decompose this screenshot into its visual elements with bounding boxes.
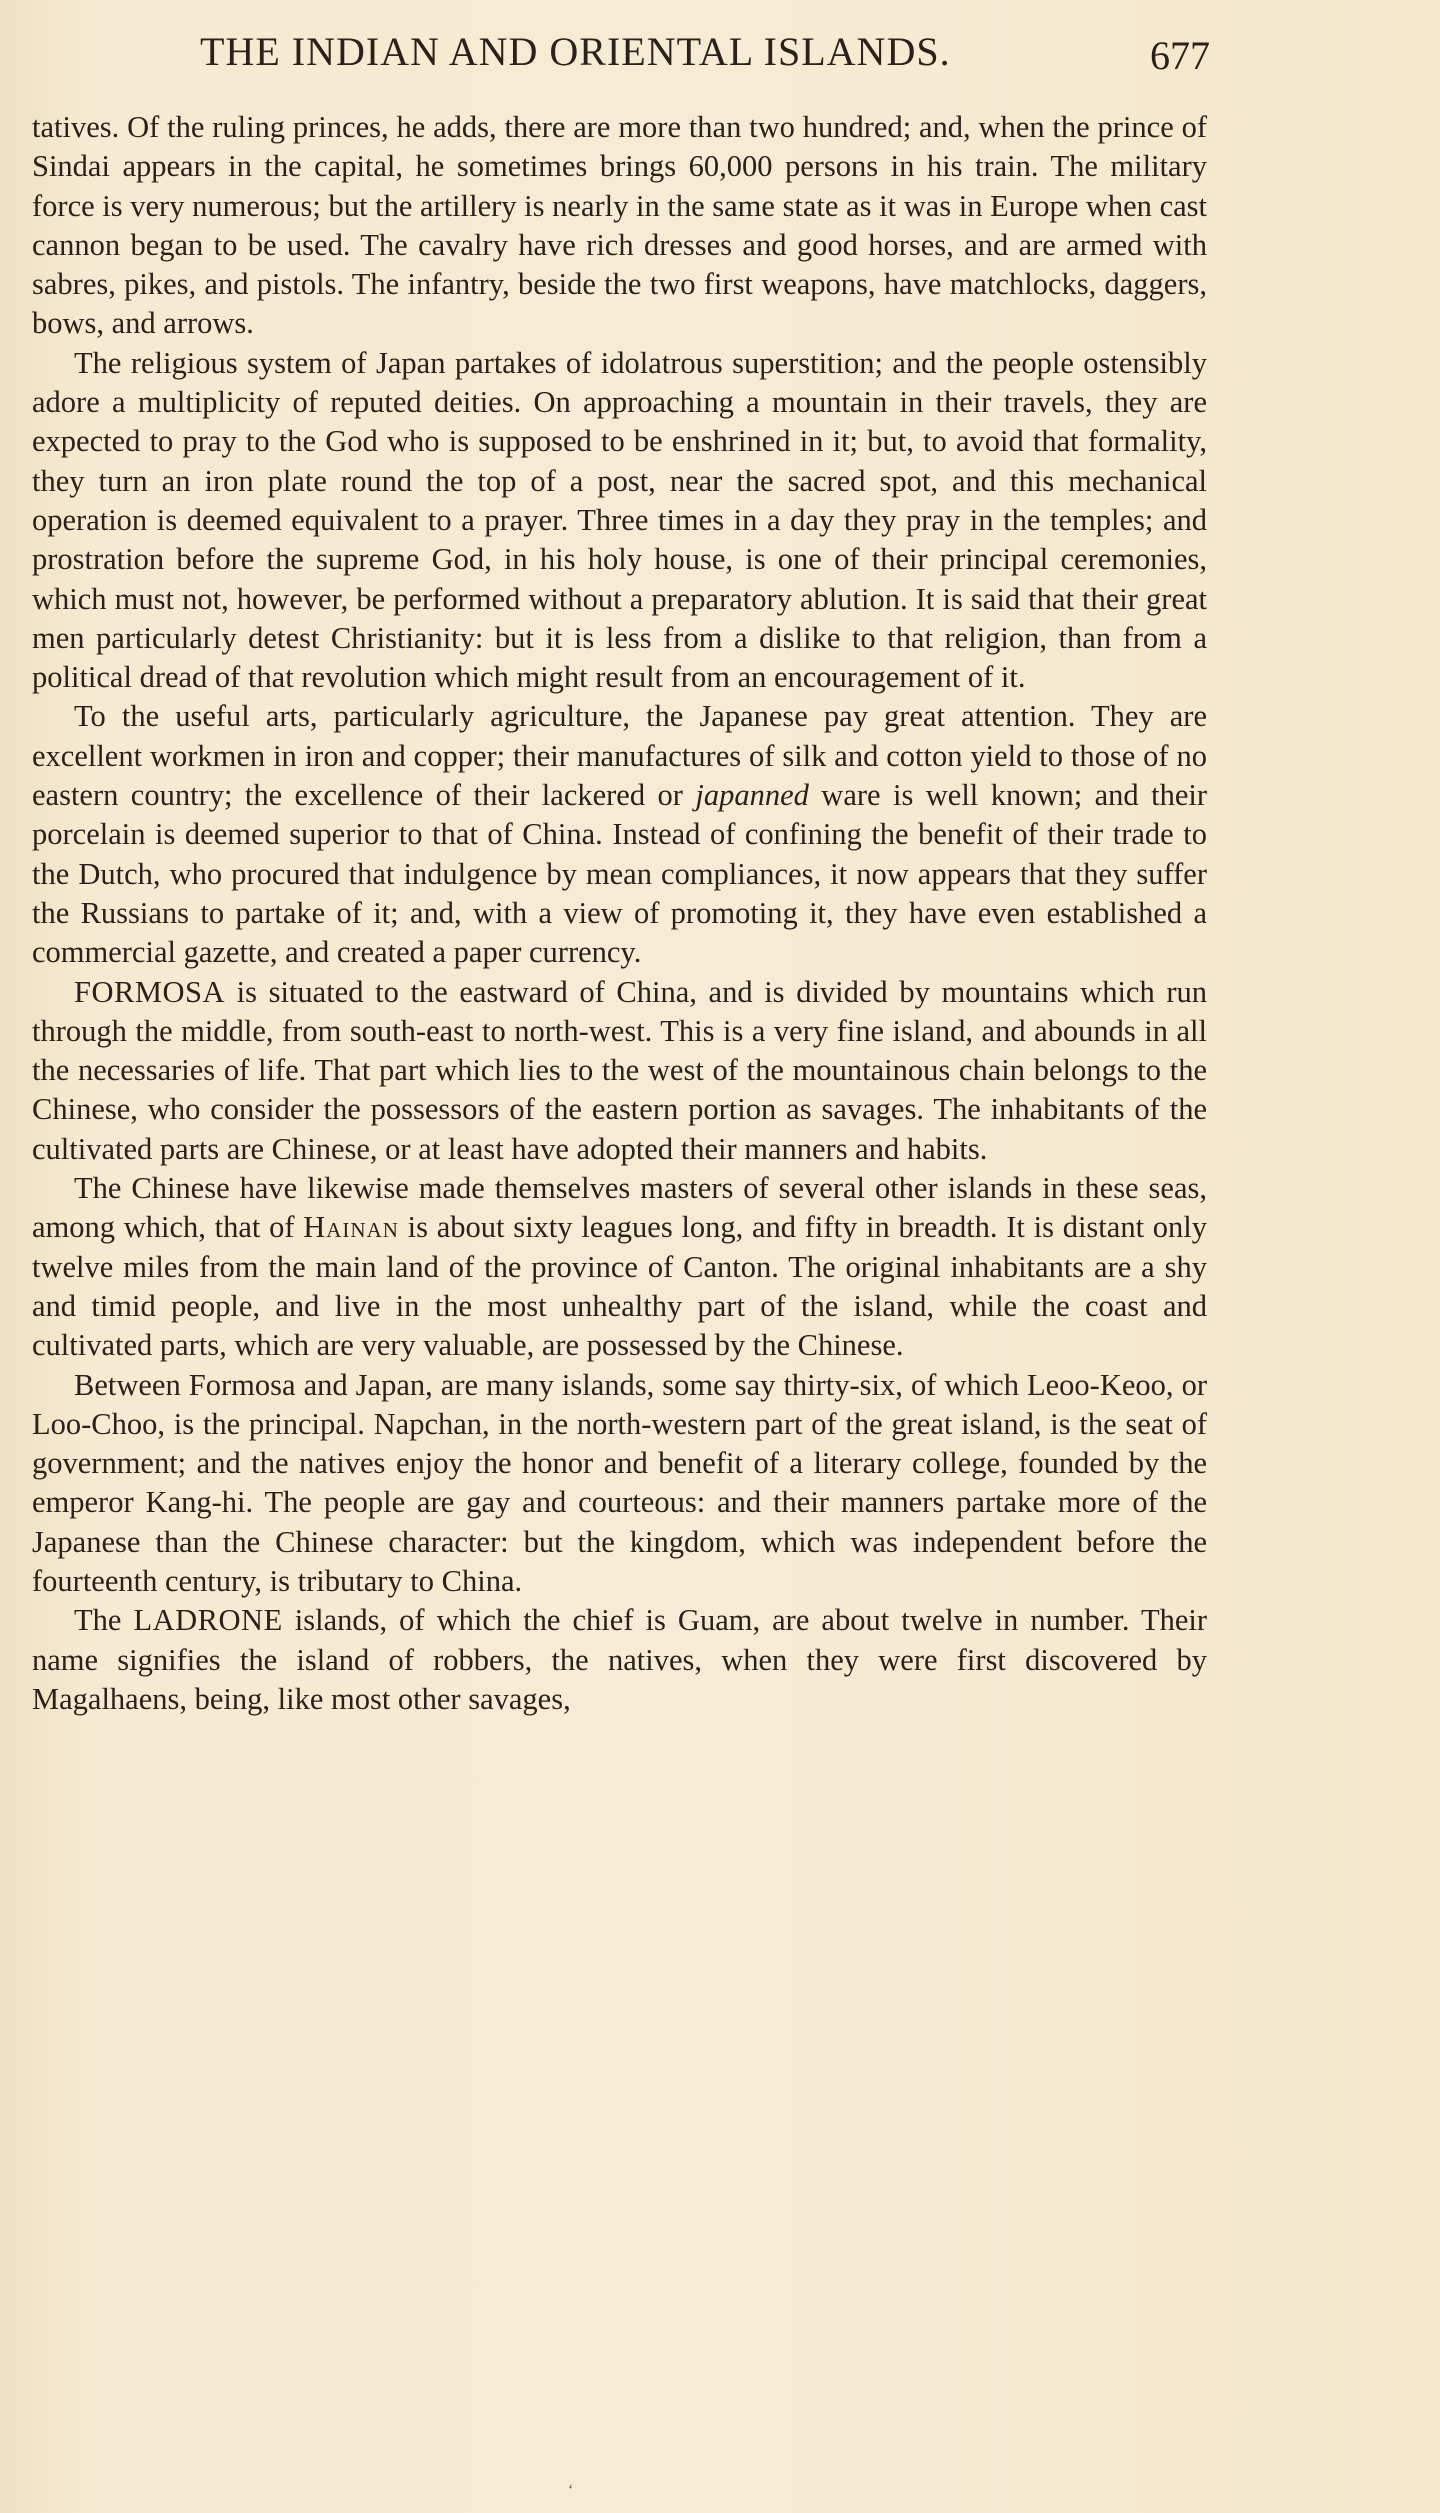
stray-ink-mark: ‘ bbox=[568, 2482, 574, 2499]
paragraph-hainan-text-2: is about sixty leagues long, and fifty in breadth. It is distant only twelve miles from the main land of the province of Canton. The original inhabitants are a shy and timid people, and live in the most unhealthy part of the island, while the coast and cultivated parts, which are very valuable, are possessed by the Chinese. bbox=[32, 1210, 1207, 1363]
heading-word-formosa: FORMOSA bbox=[74, 974, 225, 1009]
running-head bbox=[200, 28, 1210, 88]
paragraph-hainan bbox=[32, 1169, 1207, 1365]
paragraph-useful-arts-text-2: ware is well known; and their porcelain is deemed superior to that of China. Instead of confining the benefit of their trade to the Dutch, who procured that indulgence by mean compliances, it now appears that they suffer the Russians to partake of it; and, with a view of promoting it, they have even established a commercial gazette, and created a paper currency. bbox=[32, 778, 1207, 970]
page-number: 677 bbox=[1150, 33, 1210, 78]
paragraph-ladrone-text-2: islands, of which the chief is Guam, are about twelve in number. Their name signifies the island of robbers, the natives, when they were first discovered by Magalhaens, being, like most other savages, bbox=[32, 1603, 1208, 1716]
italic-word-japanned: japanned bbox=[695, 778, 809, 813]
paragraph-useful-arts-text-1: To the useful arts, particularly agriculture, the Japanese pay great attention. They are excellent workmen in iron and copper; their manufactures of silk and cotton yield to those of no eastern country; the excellence of their lackered or bbox=[32, 699, 1207, 813]
paragraph-ladrone-text-1: The bbox=[74, 1603, 134, 1638]
paragraph-loo-choo: Between Formosa and Japan, are many islands, some say thirty-six, of which Leoo-Keoo, or Loo-Choo, is the principal. Napchan, in the north-western part of the great island, is the seat of government; and the natives enjoy the honor and benefit of a literary college, founded by the emperor Kang-hi. The people are gay and courteous: and their manners partake more of the Japanese than the Chinese character: but the kingdom, which was independent before the fourteenth century, is tributary to China. bbox=[32, 1367, 1207, 1598]
heading-word-ladrone: LADRONE bbox=[133, 1603, 283, 1638]
heading-word-hainan: Hainan bbox=[303, 1210, 399, 1245]
page-title: THE INDIAN AND ORIENTAL ISLANDS. bbox=[200, 29, 951, 74]
paragraph-useful-arts bbox=[32, 697, 1207, 972]
paragraph-formosa bbox=[32, 973, 1207, 1169]
paragraph-ladrone bbox=[32, 1601, 1207, 1719]
body-text bbox=[32, 108, 1207, 1719]
paragraph-religion: The religious system of Japan partakes of idolatrous superstition; and the people ostensibly adore a multiplicity of reputed deities. On approaching a mountain in their travels, they are expected to pray to the God who is supposed to be enshrined in it; but, to avoid that formality, they turn an iron plate round the top of a post, near the sacred spot, and this mechanical operation is deemed equivalent to a prayer. Three times in a day they pray in the temples; and prostration before the supreme God, in his holy house, is one of their principal ceremonies, which must not, however, be performed without a preparatory ablution. It is said that their great men particularly detest Christianity: but it is less from a dislike to that religion, than from a political dread of that revolution which might result from an encouragement of it. bbox=[32, 345, 1207, 695]
paragraph-hainan-text-1: The Chinese have likewise made themselves masters of several other islands in these seas, among which, that of bbox=[32, 1171, 1207, 1245]
paragraph-formosa-text: is situated to the eastward of China, and is divided by mountains which run through the middle, from south-east to north-west. This is a very fine island, and abounds in all the necessaries of life. That part which lies to the west of the mountainous chain belongs to the Chinese, who consider the possessors of the eastern portion as savages. The inhabitants of the cultivated parts are Chinese, or at least have adopted their manners and habits. bbox=[32, 974, 1207, 1166]
paragraph-military: tatives. Of the ruling princes, he adds, there are more than two hundred; and, when the prince of Sindai appears in the capital, he sometimes brings 60,000 persons in his train. The military force is very numerous; but the artillery is nearly in the same state as it was in Europe when cast cannon began to be used. The cavalry have rich dresses and good horses, and are armed with sabres, pikes, and pistols. The infantry, beside the two first weapons, have matchlocks, daggers, bows, and arrows. bbox=[32, 110, 1207, 341]
